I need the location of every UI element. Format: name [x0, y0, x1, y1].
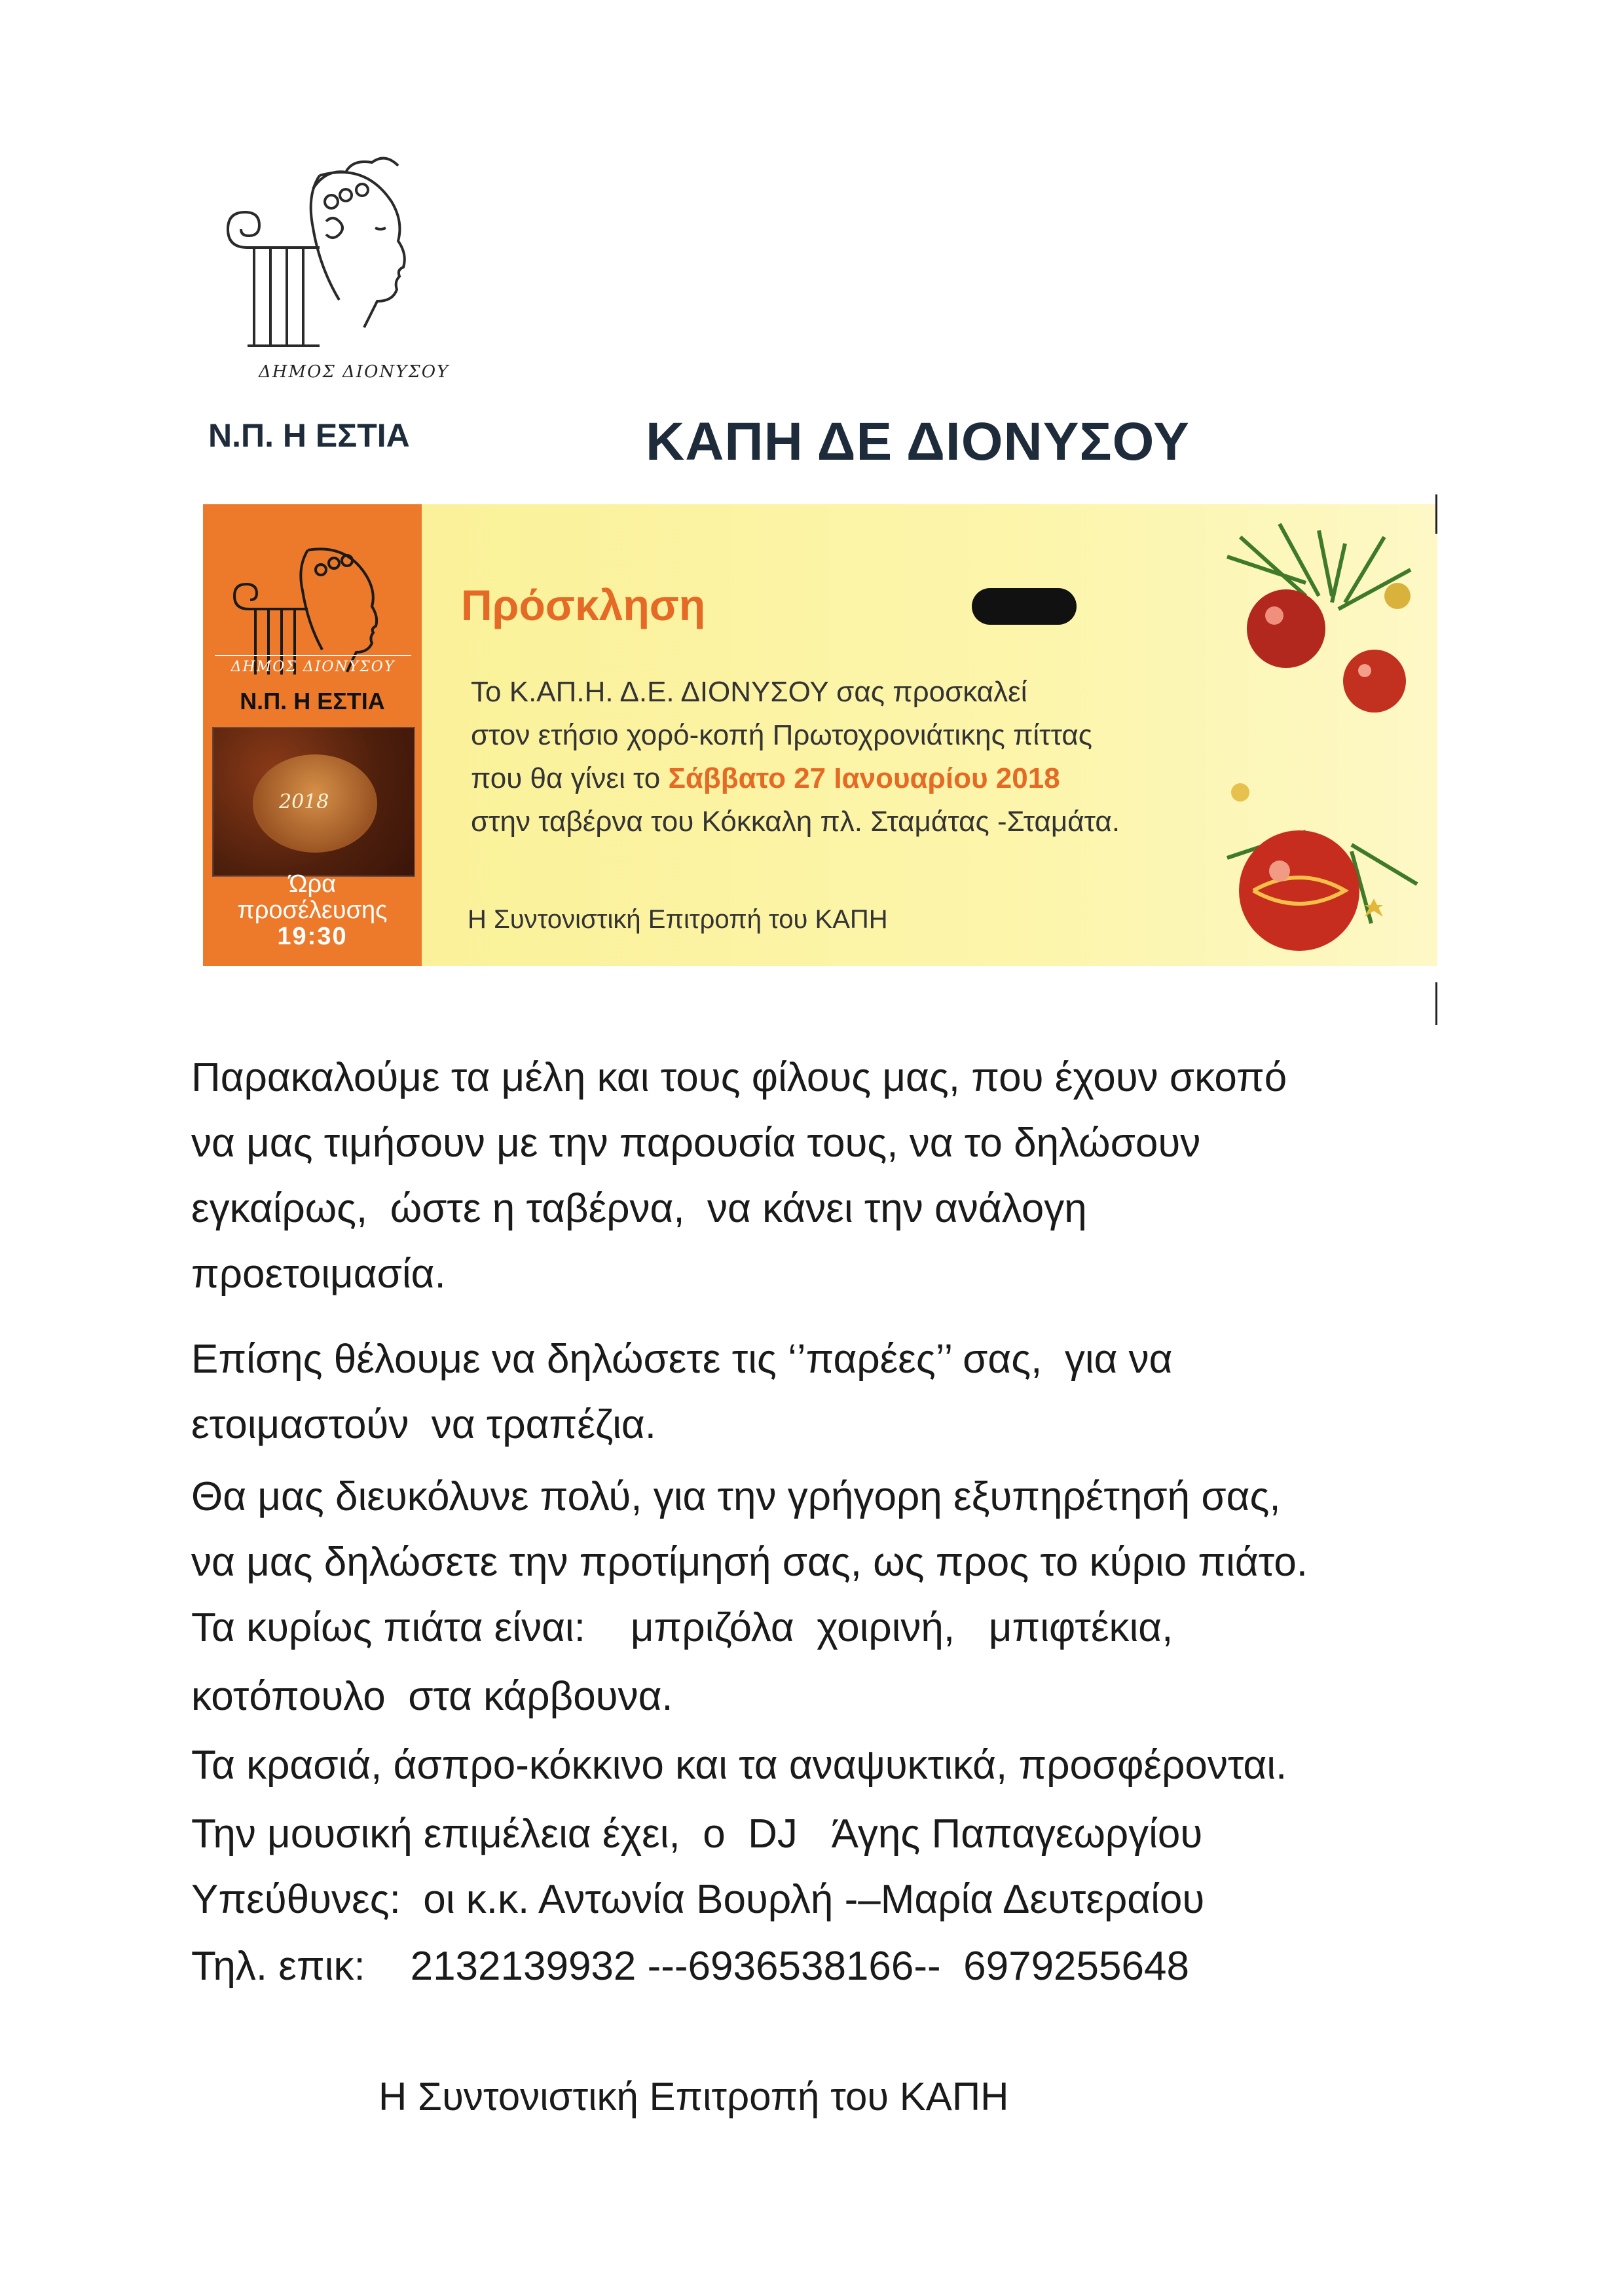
- pie-year: 2018: [279, 790, 329, 813]
- body-line: Τα κρασιά, άσπρο-κόκκινο και τα αναψυκτικά, προσφέρονται.: [191, 1743, 1287, 1788]
- arrival-label-1: Ώρα: [288, 870, 337, 898]
- invitation-line-3-prefix: που θα γίνει το: [471, 762, 669, 794]
- arrival-label-2: προσέλευσης: [237, 897, 388, 924]
- body-line: Θα μας διευκόλυνε πολύ, για την γρήγορη εξυπηρέτησή σας,: [191, 1474, 1281, 1519]
- body-line: Επίσης θέλουμε να δηλώσετε τις ‘’παρέες’’ σας, για να: [191, 1337, 1173, 1382]
- body-line: Τηλ. επικ: 2132139932 ---6936538166-- 6979255648: [191, 1944, 1189, 1989]
- dionysus-head-icon: [208, 149, 451, 392]
- logo-caption: ΔΗΜΟΣ ΔΙΟΝΥΣΟΥ: [259, 362, 450, 382]
- body-line: Την μουσική επιμέλεια έχει, ο DJ Άγης Παπαγεωργίου: [191, 1811, 1203, 1857]
- pie-photo: [212, 727, 415, 877]
- page-title: ΚΑΠΗ ΔΕ ΔΙΟΝΥΣΟΥ: [646, 412, 1190, 472]
- invitation-banner: [203, 504, 1437, 966]
- body-line: να μας δηλώσετε την προτίμησή σας, ως προς το κύριο πιάτο.: [191, 1540, 1308, 1585]
- arrival-time: [203, 871, 422, 950]
- body-line: ετοιμαστούν να τραπέζια.: [191, 1402, 656, 1447]
- scan-artifact: [1435, 982, 1437, 1025]
- body-line: κοτόπουλο στα κάρβουνα.: [191, 1674, 673, 1719]
- banner-org: Ν.Π. Η ΕΣΤΙΑ: [240, 688, 385, 714]
- municipality-logo: [208, 149, 451, 392]
- redaction-mark: [972, 588, 1077, 625]
- body-line: εγκαίρως, ώστε η ταβέρνα, να κάνει την ανάλογη: [191, 1186, 1087, 1231]
- body-line: Υπεύθυνες: οι κ.κ. Αντωνία Βουρλή -–Μαρία Δευτεραίου: [191, 1877, 1205, 1922]
- invitation-line-2: στον ετήσιο χορό-κοπή Πρωτοχρονιάτικης πίττας: [471, 719, 1092, 751]
- invitation-line-3: [471, 762, 1060, 795]
- footer-signature: Η Συντονιστική Επιτροπή του ΚΑΠΗ: [378, 2075, 1009, 2119]
- scan-artifact: [1435, 494, 1437, 534]
- event-date: Σάββατο 27 Ιανουαρίου 2018: [668, 762, 1060, 794]
- banner-content: [422, 504, 1437, 966]
- body-line: Παρακαλούμε τα μέλη και τους φίλους μας, που έχουν σκοπό: [191, 1055, 1287, 1100]
- body-line: να μας τιμήσουν με την παρουσία τους, να το δηλώσουν: [191, 1120, 1201, 1166]
- invitation-signature: Η Συντονιστική Επιτροπή του ΚΑΠΗ: [468, 905, 888, 934]
- invitation-line-4: στην ταβέρνα του Κόκκαλη πλ. Σταμάτας -Σταμάτα.: [471, 805, 1120, 838]
- body-line: προετοιμασία.: [191, 1251, 446, 1297]
- christmas-decoration-icon: [1201, 517, 1437, 963]
- invitation-line-1: Το Κ.ΑΠ.Η. Δ.Ε. ΔΙΟΝΥΣΟΥ σας προσκαλεί: [471, 676, 1027, 708]
- arrival-time-value: 19:30: [277, 923, 348, 950]
- banner-logo-caption: ΔΗΜΟΣ ΔΙΟΝΥΣΟΥ: [215, 655, 411, 675]
- banner-side-panel: [203, 504, 422, 966]
- org-label: Ν.Π. Η ΕΣΤΙΑ: [208, 417, 410, 454]
- invitation-title: Πρόσκληση: [461, 581, 706, 629]
- body-line: Τα κυρίως πιάτα είναι: μπριζόλα χοιρινή, μπιφτέκια,: [191, 1605, 1173, 1650]
